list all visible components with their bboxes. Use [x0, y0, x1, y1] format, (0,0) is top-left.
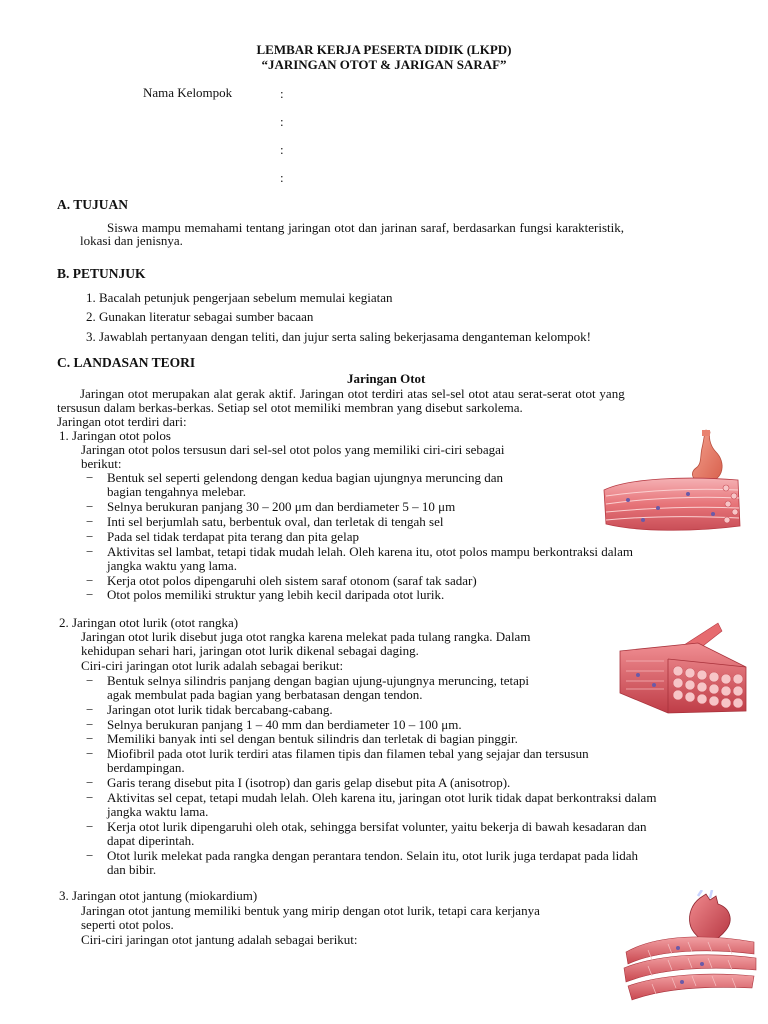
lurik-bullet-7b: jangka waktu lama.: [107, 804, 209, 819]
polos-bullet-6: Kerja otot polos dipengaruhi oleh sistem saraf otonom (saraf tak sadar): [107, 573, 477, 588]
lurik-desc2: kehidupan sehari hari, jaringan otot lurik dikenal sebagai daging.: [81, 643, 419, 658]
polos-bullet-5b: jangka waktu yang lama.: [107, 558, 237, 573]
lurik-title: 2. Jaringan otot lurik (otot rangka): [59, 615, 239, 630]
dash: −: [86, 587, 94, 602]
lurik-bullet-5b: berdampingan.: [107, 760, 185, 775]
section-b-heading: B. PETUNJUK: [57, 266, 146, 281]
polos-bullet-1: Bentuk sel seperti gelendong dengan kedua bagian ujungnya meruncing dan: [107, 470, 504, 485]
dash: −: [86, 746, 94, 761]
lurik-bullet-4: Memiliki banyak inti sel dengan bentuk silindris dan terletak di bagian pinggir.: [107, 731, 518, 746]
lurik-bullet-2: Jaringan otot lurik tidak bercabang-cabang.: [107, 702, 333, 717]
skeletal-muscle-illustration: [614, 617, 758, 715]
polos-bullet-4: Pada sel tidak terdapat pita terang dan pita gelap: [107, 529, 359, 544]
dash: −: [86, 470, 94, 485]
group-label: Nama Kelompok: [143, 85, 233, 100]
polos-desc2: berikut:: [81, 456, 122, 471]
lurik-bullet-8b: dapat diperintah.: [107, 833, 195, 848]
polos-bullet-7: Otot polos memiliki struktur yang lebih kecil daripada otot lurik.: [107, 587, 445, 602]
smooth-muscle-illustration: [598, 428, 746, 536]
document-subtitle: “JARINGAN OTOT & JARIGAN SARAF”: [261, 57, 507, 72]
intro-line3: Jaringan otot terdiri dari:: [57, 414, 187, 429]
dash: −: [86, 544, 94, 559]
lurik-desc3: Ciri-ciri jaringan otot lurik adalah sebagai berikut:: [81, 658, 344, 673]
lurik-bullet-9: Otot lurik melekat pada rangka dengan perantara tendon. Selain itu, otot lurik juga terdapat pada lidah: [107, 848, 639, 863]
group-colon-4: :: [280, 170, 284, 185]
lurik-bullet-9b: dan bibir.: [107, 862, 157, 877]
group-colon-3: :: [280, 142, 284, 157]
cardiac-muscle-illustration: [618, 890, 758, 1010]
lurik-bullet-1b: agak membulat pada bagian yang berbatasan dengan tendon.: [107, 687, 423, 702]
lurik-bullet-8: Kerja otot lurik dipengaruhi oleh otak, sehingga bersifat volunter, yaitu bekerja di bawah kesadaran dan: [107, 819, 647, 834]
dash: −: [86, 514, 94, 529]
intro-line2: tersusun dalam berkas-berkas. Setiap sel otot memiliki membran yang disebut sarkolema.: [57, 400, 523, 415]
lurik-bullet-3: Selnya berukuran panjang 1 – 40 mm dan berdiameter 10 – 100 μm.: [107, 717, 462, 732]
jantung-desc1: Jaringan otot jantung memiliki bentuk yang mirip dengan otot lurik, tetapi cara kerjanya: [81, 903, 540, 918]
section-a-line2: lokasi dan jenisnya.: [80, 233, 183, 248]
jantung-desc2: seperti otot polos.: [81, 917, 174, 932]
dash: −: [86, 673, 94, 688]
polos-bullet-1b: bagian tengahnya melebar.: [107, 484, 246, 499]
dash: −: [86, 775, 94, 790]
lurik-bullet-7: Aktivitas sel cepat, tetapi mudah lelah. Oleh karena itu, jaringan otot lurik tidak dapat berkontraksi dalam: [107, 790, 657, 805]
polos-bullet-3: Inti sel berjumlah satu, berbentuk oval, dan terletak di tengah sel: [107, 514, 444, 529]
dash: −: [86, 717, 94, 732]
section-a-heading: A. TUJUAN: [57, 197, 129, 212]
dash: −: [86, 499, 94, 514]
dash: −: [86, 529, 94, 544]
jaringan-otot-subheading: Jaringan Otot: [347, 371, 426, 386]
dash: −: [86, 573, 94, 588]
polos-title: 1. Jaringan otot polos: [59, 428, 171, 443]
lurik-bullet-5: Miofibril pada otot lurik terdiri atas filamen tipis dan filamen tebal yang sejajar dan tersusun: [107, 746, 589, 761]
group-colon-1: :: [280, 86, 284, 101]
lurik-bullet-1: Bentuk selnya silindris panjang dengan bagian ujung-ujungnya meruncing, tetapi: [107, 673, 530, 688]
polos-desc1: Jaringan otot polos tersusun dari sel-sel otot polos yang memiliki ciri-ciri sebagai: [81, 442, 505, 457]
section-c-heading: C. LANDASAN TEORI: [57, 355, 196, 370]
dash: −: [86, 702, 94, 717]
polos-bullet-5: Aktivitas sel lambat, tetapi tidak mudah lelah. Oleh karena itu, otot polos mampu berkontraksi dalam: [107, 544, 634, 559]
document-title: LEMBAR KERJA PESERTA DIDIK (LKPD): [256, 42, 512, 57]
section-a-line1: Siswa mampu memahami tentang jaringan otot dan jarinan saraf, berdasarkan fungsi karakteristik,: [107, 220, 625, 235]
petunjuk-item-3: 3. Jawablah pertanyaan dengan teliti, dan jujur serta saling bekerjasama denganteman kelompok!: [86, 329, 592, 344]
dash: −: [86, 790, 94, 805]
group-colon-2: :: [280, 114, 284, 129]
dash: −: [86, 731, 94, 746]
petunjuk-item-2: 2. Gunakan literatur sebagai sumber bacaan: [86, 309, 314, 324]
dash: −: [86, 848, 94, 863]
jantung-desc3: Ciri-ciri jaringan otot jantung adalah sebagai berikut:: [81, 932, 358, 947]
jantung-title: 3. Jaringan otot jantung (miokardium): [59, 888, 258, 903]
lurik-desc1: Jaringan otot lurik disebut juga otot rangka karena melekat pada tulang rangka. Dalam: [81, 629, 531, 644]
lurik-bullet-6: Garis terang disebut pita I (isotrop) dan garis gelap disebut pita A (anisotrop).: [107, 775, 511, 790]
intro-line1: Jaringan otot merupakan alat gerak aktif. Jaringan otot terdiri atas sel-sel otot atau serat-serat otot yang: [80, 386, 625, 401]
dash: −: [86, 819, 94, 834]
polos-bullet-2: Selnya berukuran panjang 30 – 200 μm dan berdiameter 5 – 10 μm: [107, 499, 456, 514]
petunjuk-item-1: 1. Bacalah petunjuk pengerjaan sebelum memulai kegiatan: [86, 290, 393, 305]
